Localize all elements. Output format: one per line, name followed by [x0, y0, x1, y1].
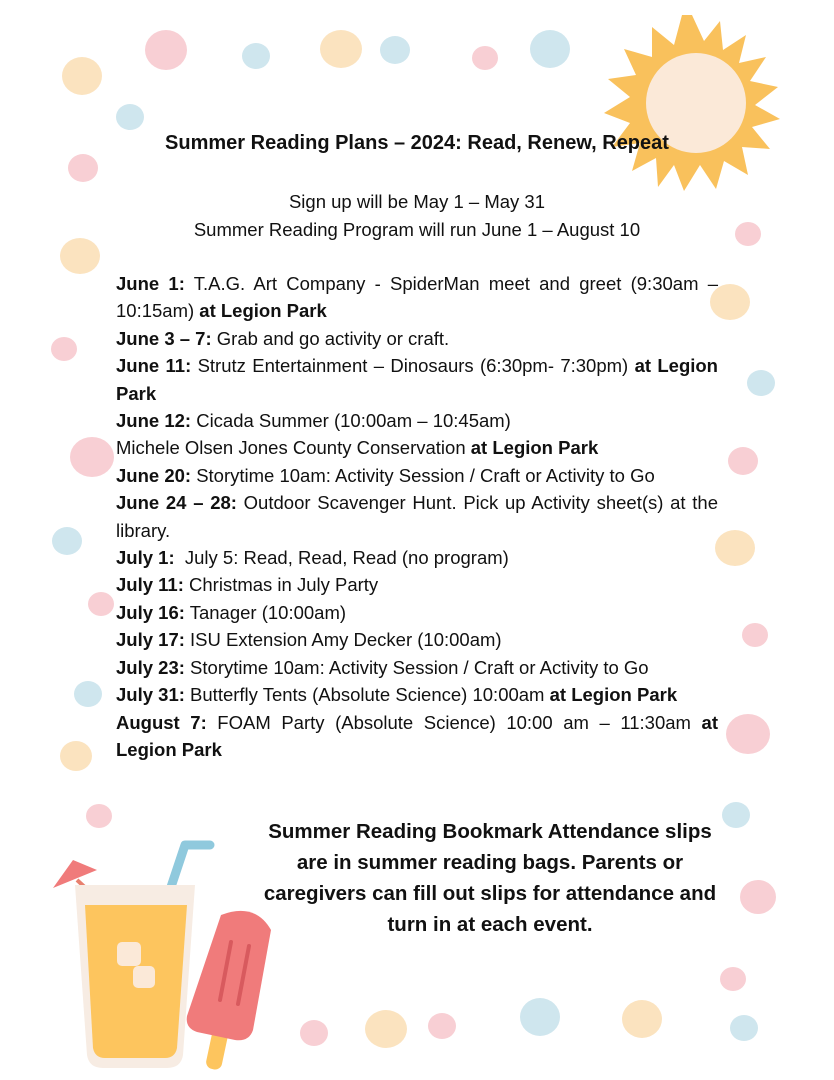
event-item	[116, 681, 718, 708]
event-item	[116, 626, 718, 653]
event-date: July 11:	[116, 574, 184, 596]
event-description: Storytime 10am: Activity Session / Craft or Activity to Go	[191, 464, 655, 486]
event-item	[116, 709, 718, 764]
event-location: at Legion Park	[470, 437, 599, 459]
event-date: July 17:	[116, 629, 185, 651]
attendance-note: Summer Reading Bookmark Attendance slips are in summer reading bags. Parents or caregivers can fill out slips for attendance and turn in at each event.	[263, 820, 717, 936]
event-date: June 20:	[116, 464, 192, 486]
event-date: July 31:	[116, 684, 185, 706]
event-description: Michele Olsen Jones County Conservation	[116, 437, 471, 459]
event-description: T.A.G. Art Company - SpiderMan meet and greet (9:30am – 10:15am)	[116, 273, 718, 322]
event-date: June 12:	[116, 410, 192, 432]
event-location: at Legion Park	[549, 684, 678, 706]
event-item	[116, 434, 718, 461]
event-date: June 11:	[116, 355, 192, 377]
signup-info	[0, 188, 834, 244]
event-item	[116, 654, 718, 681]
event-location: at Legion Park	[199, 300, 327, 322]
event-item	[116, 325, 718, 352]
event-description: Butterfly Tents (Absolute Science) 10:00am	[184, 684, 550, 706]
event-item	[116, 544, 718, 571]
event-description: FOAM Party (Absolute Science) 10:00 am – 11:30am	[206, 711, 702, 733]
event-description: July 5: Read, Read, Read (no program)	[174, 547, 509, 569]
event-item	[116, 599, 718, 626]
event-description: ISU Extension Amy Decker (10:00am)	[184, 629, 502, 651]
event-date: June 24 – 28:	[116, 492, 237, 514]
event-location: at Legion Park	[116, 711, 718, 760]
popsicle-icon	[187, 911, 271, 1071]
event-item	[116, 270, 718, 325]
event-date: August 7:	[116, 711, 207, 733]
event-location: at Legion Park	[116, 355, 718, 404]
event-description: Cicada Summer (10:00am – 10:45am)	[191, 410, 511, 432]
event-date: July 16:	[116, 601, 185, 623]
event-date: July 23:	[116, 656, 185, 678]
iced-drink-icon	[45, 830, 290, 1075]
event-item	[116, 571, 718, 598]
event-date: June 1:	[116, 273, 185, 294]
event-date: July 1:	[116, 547, 175, 569]
signup-dates: Sign up will be May 1 – May 31	[288, 191, 546, 212]
event-item	[116, 407, 718, 434]
event-description: Storytime 10am: Activity Session / Craft or Activity to Go	[184, 656, 649, 678]
event-date: June 3 – 7:	[116, 327, 212, 349]
event-description: Strutz Entertainment – Dinosaurs (6:30pm- 7:30pm)	[191, 355, 635, 377]
flyer-title: Summer Reading Plans – 2024: Read, Renew, Repeat	[165, 132, 669, 154]
event-item	[116, 462, 718, 489]
event-description: Christmas in July Party	[183, 574, 379, 596]
event-item	[116, 489, 718, 544]
event-item	[116, 352, 718, 407]
program-dates: Summer Reading Program will run June 1 – August 10	[193, 219, 641, 240]
event-description: Grab and go activity or craft.	[211, 327, 450, 349]
event-description: Tanager (10:00am)	[184, 601, 347, 623]
sun-icon	[595, 10, 790, 200]
event-schedule	[116, 270, 718, 763]
event-description: Outdoor Scavenger Hunt. Pick up Activity sheet(s) at the library.	[116, 492, 719, 541]
